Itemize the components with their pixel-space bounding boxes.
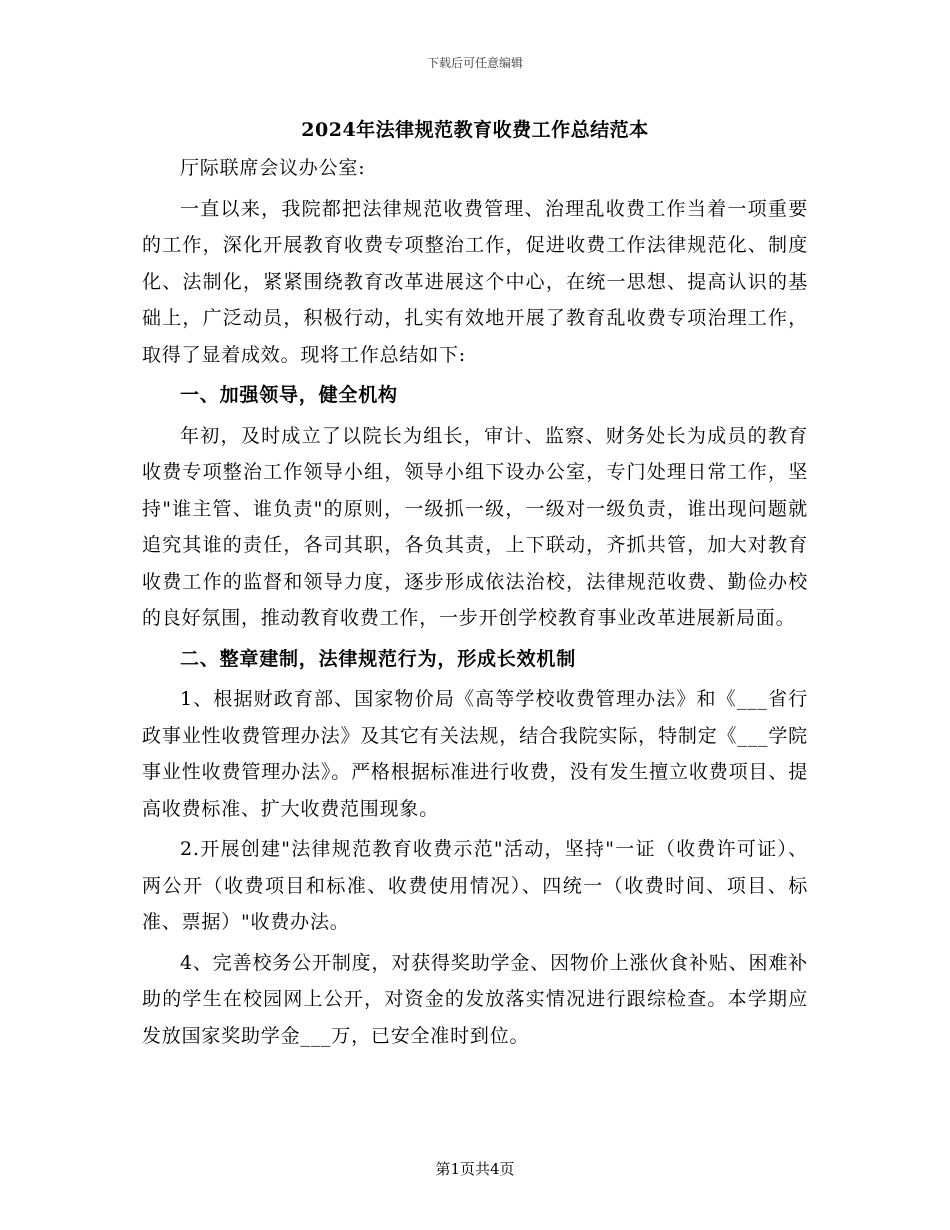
download-note: 下载后可任意编辑 <box>426 56 523 70</box>
document-title: 2024年法律规范教育收费工作总结范本 <box>301 119 649 141</box>
document-body <box>142 112 808 1058</box>
item-4-paragraph: 4、完善校务公开制度，对获得奖助学金、因物价上涨伙食补贴、困难补助的学生在校园网上公开，对资金的发放落实情况进行跟综检查。本学期应发放国家奖助学金___万，已安全准时到位。 <box>142 951 808 1047</box>
salutation: 厅际联席会议办公室: <box>180 157 366 179</box>
item-1-paragraph: 1、根据财政育部、国家物价局《高等学校收费管理办法》和《___省行政事业性收费管理办法》及其它有关法规，结合我院实际，特制定《___学院事业性收费管理办法》。严格根据标准进行收费，没有发生擅立收费项目、提高收费标准、扩大收费范围现象。 <box>142 688 808 820</box>
page-number: 第1页共4页 <box>435 1160 515 1178</box>
section-heading-2: 二、整章建制，法律规范行为，形成长效机制 <box>180 647 577 670</box>
item-2-paragraph: 2.开展创建"法律规范教育收费示范"活动，坚持"一证（收费许可证）、两公开（收费项目和标准、收费使用情况）、四统一（收费时间、项目、标准、票据）"收费办法。 <box>142 838 808 933</box>
section-1-paragraph: 年初，及时成立了以院长为组长，审计、监察、财务处长为成员的教育收费专项整治工作领导小组，领导小组下设办公室，专门处理日常工作，坚持"谁主管、谁负责"的原则，一级抓一级，一级对一级负责，谁出现问题就追究其谁的责任，各司其职，各负其责，上下联动，齐抓共管，加大对教育收费工作的监督和领导力度，逐步形成依法治校，法律规范收费、勤俭办校的良好氛围，推动教育收费工作，一步开创学校教育事业改革进展新局面。 <box>142 424 808 629</box>
intro-paragraph: 一直以来，我院都把法律规范收费管理、治理乱收费工作当着一项重要的工作，深化开展教育收费专项整治工作，促进收费工作法律规范化、制度化、法制化，紧紧围绕教育改革进展这个中心，在统一思想、提高认识的基础上，广泛动员，积极行动，扎实有效地开展了教育乱收费专项治理工作，取得了显着成效。现将工作总结如下: <box>142 197 808 366</box>
section-heading-1: 一、加强领导，健全机构 <box>180 384 398 406</box>
